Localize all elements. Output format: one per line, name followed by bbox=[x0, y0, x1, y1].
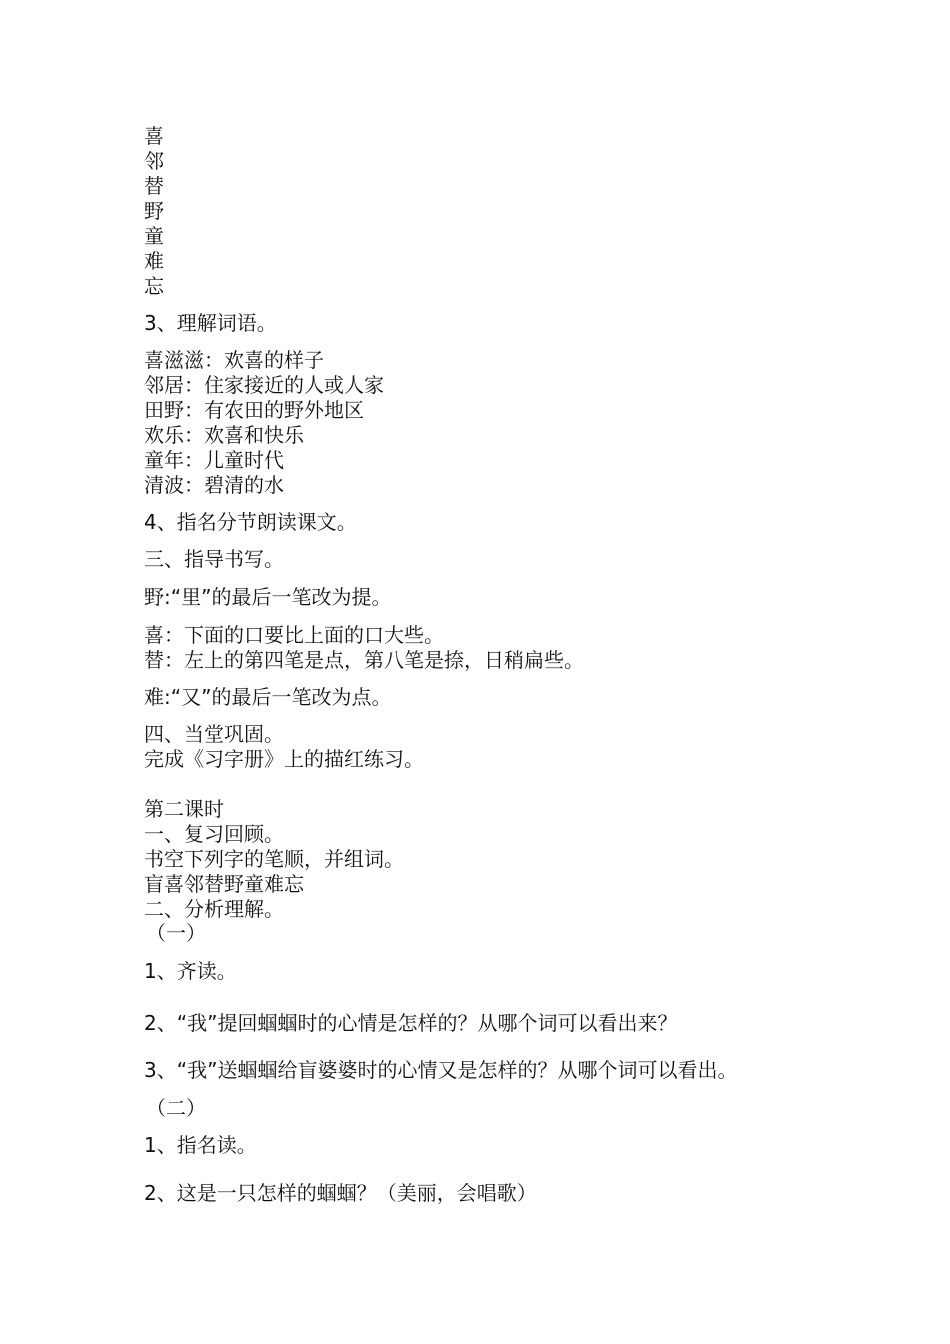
group2-label: （二） bbox=[146, 1096, 206, 1120]
writing-note-ye: 野:“里”的最后一笔改为提。 bbox=[144, 585, 392, 609]
vertical-char-ye: 野 bbox=[144, 199, 164, 223]
writing-note-nan: 难:“又”的最后一笔改为点。 bbox=[144, 685, 392, 709]
group1-item: 2、“我”提回蝈蝈时的心情是怎样的？从哪个词可以看出来？ bbox=[144, 1011, 678, 1035]
review-chars: 盲喜邻替野童难忘 bbox=[144, 872, 304, 896]
analysis-title: 二、分析理解。 bbox=[144, 897, 284, 921]
vocab-item: 喜滋滋：欢喜的样子 bbox=[144, 348, 324, 372]
vertical-char-tong: 童 bbox=[144, 224, 164, 248]
vertical-char-lin: 邻 bbox=[144, 149, 164, 173]
vertical-char-ti: 替 bbox=[144, 174, 164, 198]
writing-note-ti: 替：左上的第四笔是点，第八笔是捺，日稍扁些。 bbox=[144, 648, 584, 672]
vocab-item: 田野：有农田的野外地区 bbox=[144, 398, 364, 422]
part4-task: 完成《习字册》上的描红练习。 bbox=[144, 747, 424, 771]
lesson2-title: 第二课时 bbox=[144, 797, 224, 821]
part4-title: 四、当堂巩固。 bbox=[144, 722, 284, 746]
part3-title: 三、指导书写。 bbox=[144, 547, 284, 571]
group1-item: 3、“我”送蝈蝈给盲婆婆时的心情又是怎样的？从哪个词可以看出。 bbox=[144, 1058, 738, 1082]
vocab-item: 清波：碧清的水 bbox=[144, 473, 284, 497]
vocab-item: 邻居：住家接近的人或人家 bbox=[144, 373, 384, 397]
group1-item: 1、齐读。 bbox=[144, 959, 237, 983]
vocab-item: 童年：儿童时代 bbox=[144, 448, 284, 472]
section4-title: 4、指名分节朗读课文。 bbox=[144, 510, 357, 534]
writing-note-xi: 喜：下面的口要比上面的口大些。 bbox=[144, 623, 444, 647]
group2-item: 2、这是一只怎样的蝈蝈？（美丽，会唱歌） bbox=[144, 1181, 537, 1205]
vertical-char-xi: 喜 bbox=[144, 124, 164, 148]
review-title: 一、复习回顾。 bbox=[144, 822, 284, 846]
group2-item: 1、指名读。 bbox=[144, 1133, 257, 1157]
vertical-char-wang: 忘 bbox=[144, 274, 164, 298]
vertical-char-nan: 难 bbox=[144, 249, 164, 273]
group1-label: （一） bbox=[146, 921, 206, 945]
review-task: 书空下列字的笔顺，并组词。 bbox=[144, 847, 404, 871]
section3-title: 3、理解词语。 bbox=[144, 311, 277, 335]
vocab-item: 欢乐：欢喜和快乐 bbox=[144, 423, 304, 447]
